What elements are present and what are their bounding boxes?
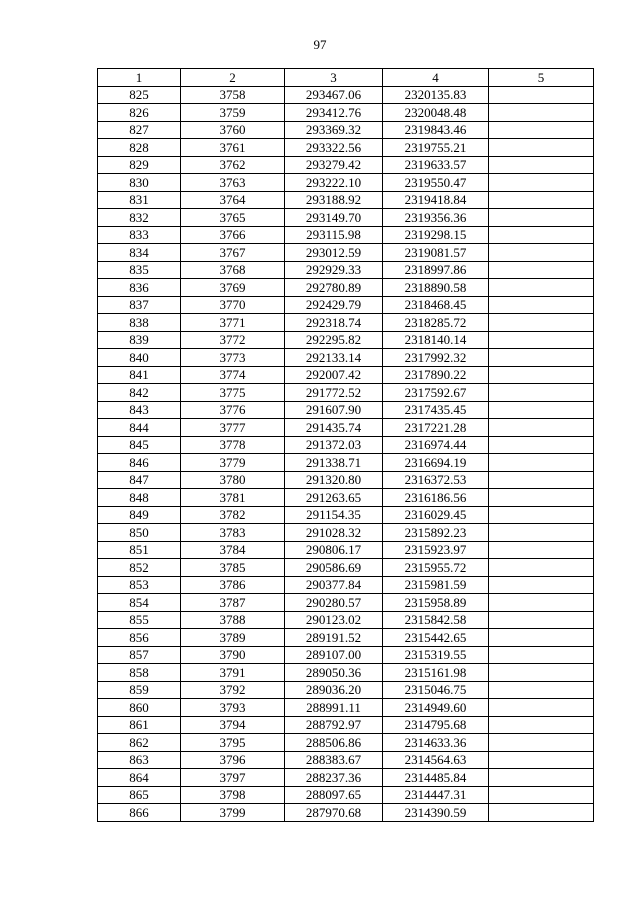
table-cell-col-5 (489, 489, 594, 507)
table-cell-col-1: 841 (98, 366, 181, 384)
table-row (98, 559, 594, 577)
table-row (98, 681, 594, 699)
table-cell-col-5 (489, 594, 594, 612)
table-cell-col-1: 840 (98, 349, 181, 367)
table-cell-col-1: 855 (98, 611, 181, 629)
table-header-row (98, 69, 594, 87)
table-cell-col-5 (489, 261, 594, 279)
table-cell-col-3: 288237.36 (285, 769, 383, 787)
table-cell-col-3: 290586.69 (285, 559, 383, 577)
table-cell-col-5 (489, 191, 594, 209)
table-cell-col-5 (489, 559, 594, 577)
table-cell-col-2: 3762 (181, 156, 285, 174)
table-cell-col-4: 2315319.55 (383, 646, 489, 664)
table-cell-col-2: 3785 (181, 559, 285, 577)
table-cell-col-5 (489, 174, 594, 192)
table-cell-col-4: 2315442.65 (383, 629, 489, 647)
table-row (98, 454, 594, 472)
table-cell-col-1: 863 (98, 751, 181, 769)
table-cell-col-1: 834 (98, 244, 181, 262)
table-cell-col-4: 2319633.57 (383, 156, 489, 174)
table-cell-col-2: 3765 (181, 209, 285, 227)
table-cell-col-3: 292318.74 (285, 314, 383, 332)
table-cell-col-5 (489, 279, 594, 297)
table-cell-col-3: 290123.02 (285, 611, 383, 629)
table-cell-col-2: 3771 (181, 314, 285, 332)
table-cell-col-5 (489, 349, 594, 367)
table-cell-col-3: 293467.06 (285, 86, 383, 104)
table-cell-col-1: 838 (98, 314, 181, 332)
table-row (98, 769, 594, 787)
table-row (98, 174, 594, 192)
table-cell-col-3: 290377.84 (285, 576, 383, 594)
table-cell-col-5 (489, 121, 594, 139)
table-cell-col-2: 3766 (181, 226, 285, 244)
table-cell-col-5 (489, 681, 594, 699)
table-row (98, 524, 594, 542)
table-cell-col-4: 2317221.28 (383, 419, 489, 437)
table-cell-col-2: 3789 (181, 629, 285, 647)
table-row (98, 594, 594, 612)
table-cell-col-2: 3790 (181, 646, 285, 664)
table-cell-col-3: 287970.68 (285, 804, 383, 822)
table-cell-col-1: 826 (98, 104, 181, 122)
table-cell-col-3: 290280.57 (285, 594, 383, 612)
table-cell-col-2: 3792 (181, 681, 285, 699)
table-row (98, 646, 594, 664)
table-row (98, 401, 594, 419)
table-cell-col-1: 828 (98, 139, 181, 157)
table-cell-col-4: 2316694.19 (383, 454, 489, 472)
table-cell-col-3: 293149.70 (285, 209, 383, 227)
table-cell-col-2: 3779 (181, 454, 285, 472)
table-cell-col-1: 832 (98, 209, 181, 227)
table-cell-col-5 (489, 629, 594, 647)
table-cell-col-1: 859 (98, 681, 181, 699)
table-cell-col-5 (489, 611, 594, 629)
table-row (98, 349, 594, 367)
table-row (98, 121, 594, 139)
table-cell-col-3: 291372.03 (285, 436, 383, 454)
table-cell-col-4: 2314633.36 (383, 734, 489, 752)
table-cell-col-2: 3799 (181, 804, 285, 822)
table-cell-col-1: 856 (98, 629, 181, 647)
table-cell-col-2: 3759 (181, 104, 285, 122)
table-cell-col-3: 293369.32 (285, 121, 383, 139)
table-cell-col-3: 293115.98 (285, 226, 383, 244)
table-cell-col-3: 293188.92 (285, 191, 383, 209)
table-cell-col-3: 288792.97 (285, 716, 383, 734)
table-cell-col-4: 2315046.75 (383, 681, 489, 699)
table-row (98, 664, 594, 682)
table-cell-col-4: 2320048.48 (383, 104, 489, 122)
page-number: 97 (313, 37, 327, 52)
table-row (98, 261, 594, 279)
table-cell-col-1: 842 (98, 384, 181, 402)
column-header-4: 4 (383, 69, 489, 87)
table-cell-col-3: 289036.20 (285, 681, 383, 699)
table-cell-col-5 (489, 541, 594, 559)
table-cell-col-1: 854 (98, 594, 181, 612)
table-cell-col-1: 860 (98, 699, 181, 717)
table-cell-col-2: 3778 (181, 436, 285, 454)
table-cell-col-4: 2317890.22 (383, 366, 489, 384)
table-cell-col-4: 2319843.46 (383, 121, 489, 139)
table-row (98, 384, 594, 402)
table-cell-col-1: 857 (98, 646, 181, 664)
table-cell-col-3: 293412.76 (285, 104, 383, 122)
table-cell-col-3: 291338.71 (285, 454, 383, 472)
table-cell-col-5 (489, 646, 594, 664)
table-cell-col-5 (489, 104, 594, 122)
table-cell-col-3: 292929.33 (285, 261, 383, 279)
table-cell-col-3: 288506.86 (285, 734, 383, 752)
table-cell-col-4: 2317435.45 (383, 401, 489, 419)
table-cell-col-4: 2317992.32 (383, 349, 489, 367)
table-cell-col-2: 3769 (181, 279, 285, 297)
table-row (98, 734, 594, 752)
table-row (98, 506, 594, 524)
table-cell-col-5 (489, 576, 594, 594)
column-header-5: 5 (489, 69, 594, 87)
table-cell-col-4: 2316186.56 (383, 489, 489, 507)
table-cell-col-1: 861 (98, 716, 181, 734)
table-cell-col-1: 835 (98, 261, 181, 279)
table-row (98, 804, 594, 822)
table-row (98, 611, 594, 629)
table-cell-col-2: 3770 (181, 296, 285, 314)
table-cell-col-1: 865 (98, 786, 181, 804)
table-cell-col-4: 2319755.21 (383, 139, 489, 157)
table-row (98, 576, 594, 594)
table-cell-col-2: 3784 (181, 541, 285, 559)
table-cell-col-4: 2318468.45 (383, 296, 489, 314)
table-cell-col-2: 3798 (181, 786, 285, 804)
table-cell-col-1: 866 (98, 804, 181, 822)
table-cell-col-1: 839 (98, 331, 181, 349)
table-cell-col-3: 289107.00 (285, 646, 383, 664)
table-cell-col-1: 843 (98, 401, 181, 419)
table-cell-col-3: 288991.11 (285, 699, 383, 717)
table-row (98, 541, 594, 559)
column-header-1: 1 (98, 69, 181, 87)
table-cell-col-3: 292295.82 (285, 331, 383, 349)
table-cell-col-3: 288383.67 (285, 751, 383, 769)
table-cell-col-1: 830 (98, 174, 181, 192)
table-cell-col-1: 827 (98, 121, 181, 139)
table-cell-col-2: 3776 (181, 401, 285, 419)
table-cell-col-5 (489, 384, 594, 402)
table-row (98, 314, 594, 332)
table-cell-col-4: 2319298.15 (383, 226, 489, 244)
table-cell-col-2: 3775 (181, 384, 285, 402)
table-cell-col-1: 846 (98, 454, 181, 472)
table-cell-col-1: 837 (98, 296, 181, 314)
table-cell-col-1: 848 (98, 489, 181, 507)
table-row (98, 226, 594, 244)
table-cell-col-4: 2316974.44 (383, 436, 489, 454)
table-cell-col-1: 845 (98, 436, 181, 454)
table-cell-col-5 (489, 331, 594, 349)
table-cell-col-4: 2315958.89 (383, 594, 489, 612)
table-cell-col-5 (489, 139, 594, 157)
table-cell-col-3: 289050.36 (285, 664, 383, 682)
table-cell-col-3: 289191.52 (285, 629, 383, 647)
table-cell-col-4: 2318140.14 (383, 331, 489, 349)
table-cell-col-1: 847 (98, 471, 181, 489)
table-cell-col-1: 829 (98, 156, 181, 174)
table-cell-col-4: 2318285.72 (383, 314, 489, 332)
table-cell-col-5 (489, 734, 594, 752)
table-cell-col-5 (489, 506, 594, 524)
column-header-2: 2 (181, 69, 285, 87)
table-row (98, 209, 594, 227)
table-cell-col-4: 2318997.86 (383, 261, 489, 279)
table-row (98, 786, 594, 804)
table-cell-col-3: 292780.89 (285, 279, 383, 297)
table-cell-col-2: 3777 (181, 419, 285, 437)
table-cell-col-5 (489, 524, 594, 542)
table-cell-col-1: 836 (98, 279, 181, 297)
table-cell-col-4: 2315161.98 (383, 664, 489, 682)
table-cell-col-1: 844 (98, 419, 181, 437)
table-cell-col-2: 3772 (181, 331, 285, 349)
table-cell-col-5 (489, 296, 594, 314)
table-cell-col-2: 3760 (181, 121, 285, 139)
table-cell-col-3: 293012.59 (285, 244, 383, 262)
table-cell-col-4: 2315923.97 (383, 541, 489, 559)
table-cell-col-3: 291028.32 (285, 524, 383, 542)
table-cell-col-1: 852 (98, 559, 181, 577)
table-cell-col-2: 3767 (181, 244, 285, 262)
table-cell-col-5 (489, 419, 594, 437)
table-cell-col-3: 291154.35 (285, 506, 383, 524)
table-cell-col-1: 849 (98, 506, 181, 524)
table-cell-col-2: 3786 (181, 576, 285, 594)
table-cell-col-2: 3783 (181, 524, 285, 542)
table-row (98, 366, 594, 384)
table-row (98, 104, 594, 122)
table-cell-col-2: 3764 (181, 191, 285, 209)
table-row (98, 716, 594, 734)
table-cell-col-2: 3773 (181, 349, 285, 367)
table-row (98, 489, 594, 507)
table-cell-col-3: 291263.65 (285, 489, 383, 507)
table-cell-col-1: 853 (98, 576, 181, 594)
table-cell-col-5 (489, 366, 594, 384)
table-cell-col-4: 2317592.67 (383, 384, 489, 402)
table-cell-col-2: 3761 (181, 139, 285, 157)
table-cell-col-4: 2314795.68 (383, 716, 489, 734)
table-cell-col-5 (489, 314, 594, 332)
table-row (98, 156, 594, 174)
table-cell-col-3: 291435.74 (285, 419, 383, 437)
table-cell-col-2: 3781 (181, 489, 285, 507)
table-cell-col-5 (489, 401, 594, 419)
table-cell-col-3: 293322.56 (285, 139, 383, 157)
table-cell-col-4: 2320135.83 (383, 86, 489, 104)
table-cell-col-5 (489, 716, 594, 734)
table-cell-col-2: 3774 (181, 366, 285, 384)
table-cell-col-2: 3788 (181, 611, 285, 629)
table-cell-col-4: 2314447.31 (383, 786, 489, 804)
table-cell-col-5 (489, 86, 594, 104)
table-cell-col-3: 293222.10 (285, 174, 383, 192)
table-cell-col-2: 3780 (181, 471, 285, 489)
table-body (98, 86, 594, 821)
table-cell-col-5 (489, 699, 594, 717)
table-row (98, 279, 594, 297)
table-cell-col-5 (489, 156, 594, 174)
table-cell-col-2: 3768 (181, 261, 285, 279)
table-cell-col-1: 864 (98, 769, 181, 787)
table-cell-col-4: 2314564.63 (383, 751, 489, 769)
table-cell-col-4: 2319550.47 (383, 174, 489, 192)
table-cell-col-3: 293279.42 (285, 156, 383, 174)
table-cell-col-5 (489, 786, 594, 804)
table-cell-col-5 (489, 804, 594, 822)
table-cell-col-4: 2314949.60 (383, 699, 489, 717)
table-row (98, 629, 594, 647)
table-cell-col-2: 3787 (181, 594, 285, 612)
table-cell-col-2: 3796 (181, 751, 285, 769)
table-cell-col-4: 2315981.59 (383, 576, 489, 594)
table-cell-col-3: 290806.17 (285, 541, 383, 559)
table-cell-col-4: 2316029.45 (383, 506, 489, 524)
table-cell-col-2: 3763 (181, 174, 285, 192)
table-cell-col-3: 292007.42 (285, 366, 383, 384)
table-row (98, 139, 594, 157)
table-cell-col-4: 2319081.57 (383, 244, 489, 262)
table-cell-col-2: 3794 (181, 716, 285, 734)
table-row (98, 191, 594, 209)
table-cell-col-4: 2315892.23 (383, 524, 489, 542)
table-cell-col-4: 2316372.53 (383, 471, 489, 489)
table-cell-col-1: 862 (98, 734, 181, 752)
column-header-3: 3 (285, 69, 383, 87)
table-cell-col-2: 3758 (181, 86, 285, 104)
table-row (98, 471, 594, 489)
table-cell-col-5 (489, 454, 594, 472)
table-row (98, 86, 594, 104)
table-cell-col-3: 292133.14 (285, 349, 383, 367)
table-row (98, 751, 594, 769)
table-cell-col-4: 2319356.36 (383, 209, 489, 227)
table-cell-col-4: 2318890.58 (383, 279, 489, 297)
table-cell-col-2: 3795 (181, 734, 285, 752)
table-cell-col-3: 292429.79 (285, 296, 383, 314)
table-row (98, 296, 594, 314)
table-cell-col-5 (489, 436, 594, 454)
table-cell-col-5 (489, 244, 594, 262)
table-cell-col-2: 3782 (181, 506, 285, 524)
table-cell-col-5 (489, 769, 594, 787)
table-cell-col-4: 2314390.59 (383, 804, 489, 822)
table-cell-col-1: 833 (98, 226, 181, 244)
table-row (98, 699, 594, 717)
table-cell-col-5 (489, 471, 594, 489)
table-cell-col-2: 3797 (181, 769, 285, 787)
table-cell-col-4: 2314485.84 (383, 769, 489, 787)
coordinates-table (97, 68, 594, 822)
table-cell-col-1: 831 (98, 191, 181, 209)
table-cell-col-3: 291320.80 (285, 471, 383, 489)
table-cell-col-4: 2319418.84 (383, 191, 489, 209)
table-cell-col-5 (489, 226, 594, 244)
table-cell-col-5 (489, 751, 594, 769)
table-cell-col-1: 825 (98, 86, 181, 104)
table-cell-col-5 (489, 209, 594, 227)
table-cell-col-4: 2315955.72 (383, 559, 489, 577)
table-cell-col-2: 3793 (181, 699, 285, 717)
table-cell-col-3: 291607.90 (285, 401, 383, 419)
table-cell-col-1: 858 (98, 664, 181, 682)
table-cell-col-2: 3791 (181, 664, 285, 682)
table-cell-col-1: 850 (98, 524, 181, 542)
table-cell-col-1: 851 (98, 541, 181, 559)
table-row (98, 419, 594, 437)
table-row (98, 331, 594, 349)
table-cell-col-3: 291772.52 (285, 384, 383, 402)
table-cell-col-3: 288097.65 (285, 786, 383, 804)
table-cell-col-5 (489, 664, 594, 682)
table-cell-col-4: 2315842.58 (383, 611, 489, 629)
table-row (98, 436, 594, 454)
table-row (98, 244, 594, 262)
